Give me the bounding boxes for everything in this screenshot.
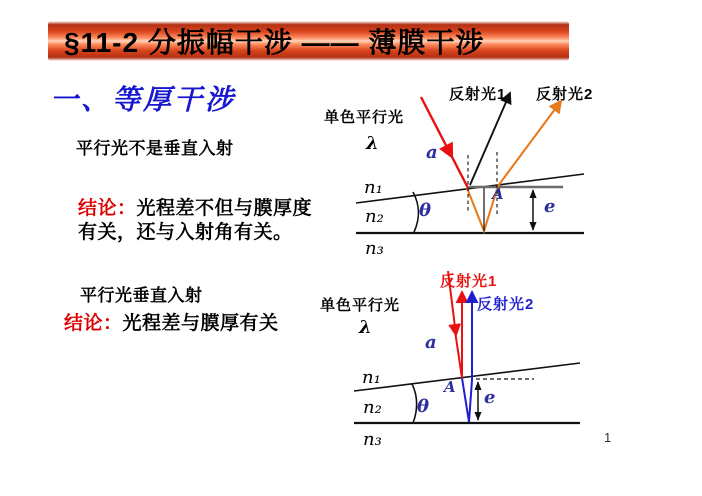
bottom-incident-ray (455, 331, 462, 378)
top-theta-arc (413, 192, 418, 232)
page-number: 1 (604, 430, 612, 445)
top-reflected2-label: 反射光2 (536, 86, 594, 103)
bottom-film-upper-surface (354, 363, 580, 391)
conclusion1-text1: 光程差不但与膜厚度 (136, 198, 313, 219)
bottom-reflected1-label: 反射光1 (440, 273, 498, 290)
top-theta-label: θ (419, 200, 432, 221)
conclusion2-label: 结论： (64, 313, 123, 334)
diagram-top (324, 85, 593, 259)
bottom-refracted-ray2 (462, 292, 472, 422)
bottom-lambda-label: λ (359, 317, 372, 338)
bottom-theta-label: θ (417, 396, 430, 417)
conclusion1-line2: 有关，还与入射角有关。 (78, 222, 293, 243)
section-heading: 一、等厚干涉 (50, 83, 237, 116)
top-thickness-label: e (544, 196, 556, 217)
top-point-a-label: A (492, 185, 504, 203)
bottom-ray-a-label: a (425, 332, 437, 353)
top-lambda-label: λ (366, 133, 379, 154)
bottom-n2-label: n₂ (363, 397, 382, 418)
conclusion1-label: 结论： (78, 198, 137, 219)
conclusion2-text: 光程差与膜厚有关 (122, 313, 279, 334)
top-n1-label: n₁ (364, 177, 383, 198)
bottom-thickness-label: e (484, 387, 496, 408)
top-ray-a-label: a (426, 142, 438, 163)
case1-text: 平行光不是垂直入射 (76, 139, 234, 158)
bottom-n3-label: n₃ (363, 429, 382, 450)
case2-text: 平行光垂直入射 (80, 286, 203, 305)
top-n2-label: n₂ (365, 206, 384, 227)
bottom-theta-arc (412, 384, 417, 423)
bottom-n1-label: n₁ (362, 367, 381, 388)
top-reflected-ray1 (470, 93, 510, 185)
top-n3-label: n₃ (365, 238, 384, 259)
diagram-bottom (320, 271, 580, 450)
bottom-incident-light-label: 单色平行光 (320, 297, 401, 314)
slide-title: §11-2 分振幅干涉 —— 薄膜干涉 (64, 27, 485, 58)
top-reflected1-label: 反射光1 (449, 86, 507, 103)
top-incident-ray (450, 153, 468, 188)
bottom-reflected2-label: 反射光2 (477, 296, 535, 313)
bottom-point-a-label: A (444, 378, 456, 396)
top-incident-light-label: 单色平行光 (324, 109, 405, 126)
